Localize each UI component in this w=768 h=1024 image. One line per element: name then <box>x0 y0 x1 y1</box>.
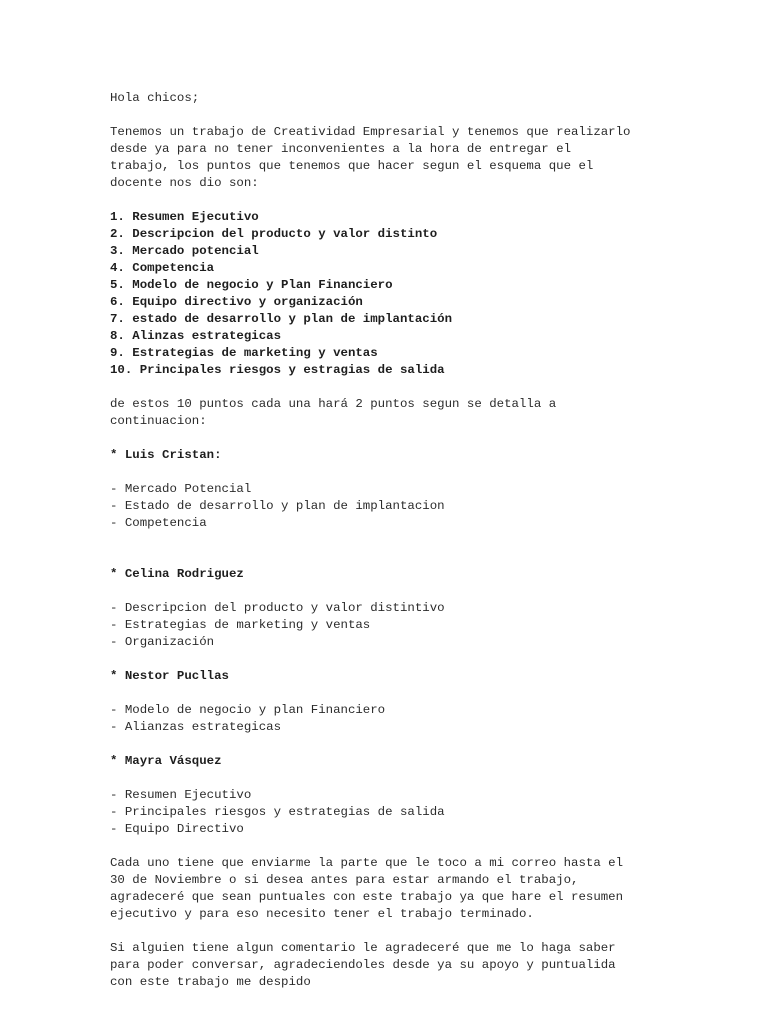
point-item: 1. Resumen Ejecutivo <box>110 210 259 224</box>
division-paragraph <box>110 396 670 430</box>
points-list <box>110 209 670 379</box>
member-task: - Estrategias de marketing y ventas <box>110 618 371 632</box>
member-name: * Mayra Vásquez <box>110 754 222 768</box>
division-line: continuacion: <box>110 414 207 428</box>
member-task: - Mercado Potencial <box>110 482 252 496</box>
point-item: 4. Competencia <box>110 261 215 275</box>
intro-line: Tenemos un trabajo de Creatividad Empresarial y tenemos que realizarlo <box>110 125 631 139</box>
farewell-line: con este trabajo me despido <box>110 975 311 989</box>
closing-line: agradeceré que sean puntuales con este trabajo ya que hare el resumen <box>110 890 624 904</box>
member-name: * Luis Cristan: <box>110 448 222 462</box>
farewell-paragraph <box>110 940 670 991</box>
member-task: - Organización <box>110 635 215 649</box>
intro-paragraph <box>110 124 670 192</box>
member-task: - Equipo Directivo <box>110 822 244 836</box>
member-task: - Alianzas estrategicas <box>110 720 282 734</box>
member-task: - Estado de desarrollo y plan de implantacion <box>110 499 445 513</box>
intro-line: docente nos dio son: <box>110 176 259 190</box>
member-task: - Competencia <box>110 516 207 530</box>
email-body <box>110 90 670 991</box>
member-section-mayra <box>110 753 670 838</box>
member-name: * Nestor Pucllas <box>110 669 229 683</box>
intro-line: trabajo, los puntos que tenemos que hacer segun el esquema que el <box>110 159 594 173</box>
member-task: - Modelo de negocio y plan Financiero <box>110 703 386 717</box>
farewell-line: Si alguien tiene algun comentario le agradeceré que me lo haga saber <box>110 941 616 955</box>
closing-paragraph <box>110 855 670 923</box>
member-task: - Descripcion del producto y valor distintivo <box>110 601 445 615</box>
member-task: - Resumen Ejecutivo <box>110 788 252 802</box>
point-item: 9. Estrategias de marketing y ventas <box>110 346 378 360</box>
member-section-celina <box>110 566 670 651</box>
division-line: de estos 10 puntos cada una hará 2 puntos segun se detalla a <box>110 397 557 411</box>
point-item: 6. Equipo directivo y organización <box>110 295 363 309</box>
member-task: - Principales riesgos y estrategias de salida <box>110 805 445 819</box>
point-item: 8. Alinzas estrategicas <box>110 329 282 343</box>
member-name: * Celina Rodriguez <box>110 567 244 581</box>
intro-line: desde ya para no tener inconvenientes a la hora de entregar el <box>110 142 572 156</box>
closing-line: 30 de Noviembre o si desea antes para estar armando el trabajo, <box>110 873 579 887</box>
member-section-luis <box>110 447 670 532</box>
greeting: Hola chicos; <box>110 91 200 105</box>
closing-line: ejecutivo y para eso necesito tener el trabajo terminado. <box>110 907 534 921</box>
farewell-line: para poder conversar, agradeciendoles desde ya su apoyo y puntualida <box>110 958 616 972</box>
closing-line: Cada uno tiene que enviarme la parte que le toco a mi correo hasta el <box>110 856 624 870</box>
member-section-nestor <box>110 668 670 736</box>
point-item: 5. Modelo de negocio y Plan Financiero <box>110 278 393 292</box>
point-item: 3. Mercado potencial <box>110 244 259 258</box>
point-item: 2. Descripcion del producto y valor distinto <box>110 227 438 241</box>
point-item: 10. Principales riesgos y estragias de salida <box>110 363 445 377</box>
point-item: 7. estado de desarrollo y plan de implantación <box>110 312 453 326</box>
